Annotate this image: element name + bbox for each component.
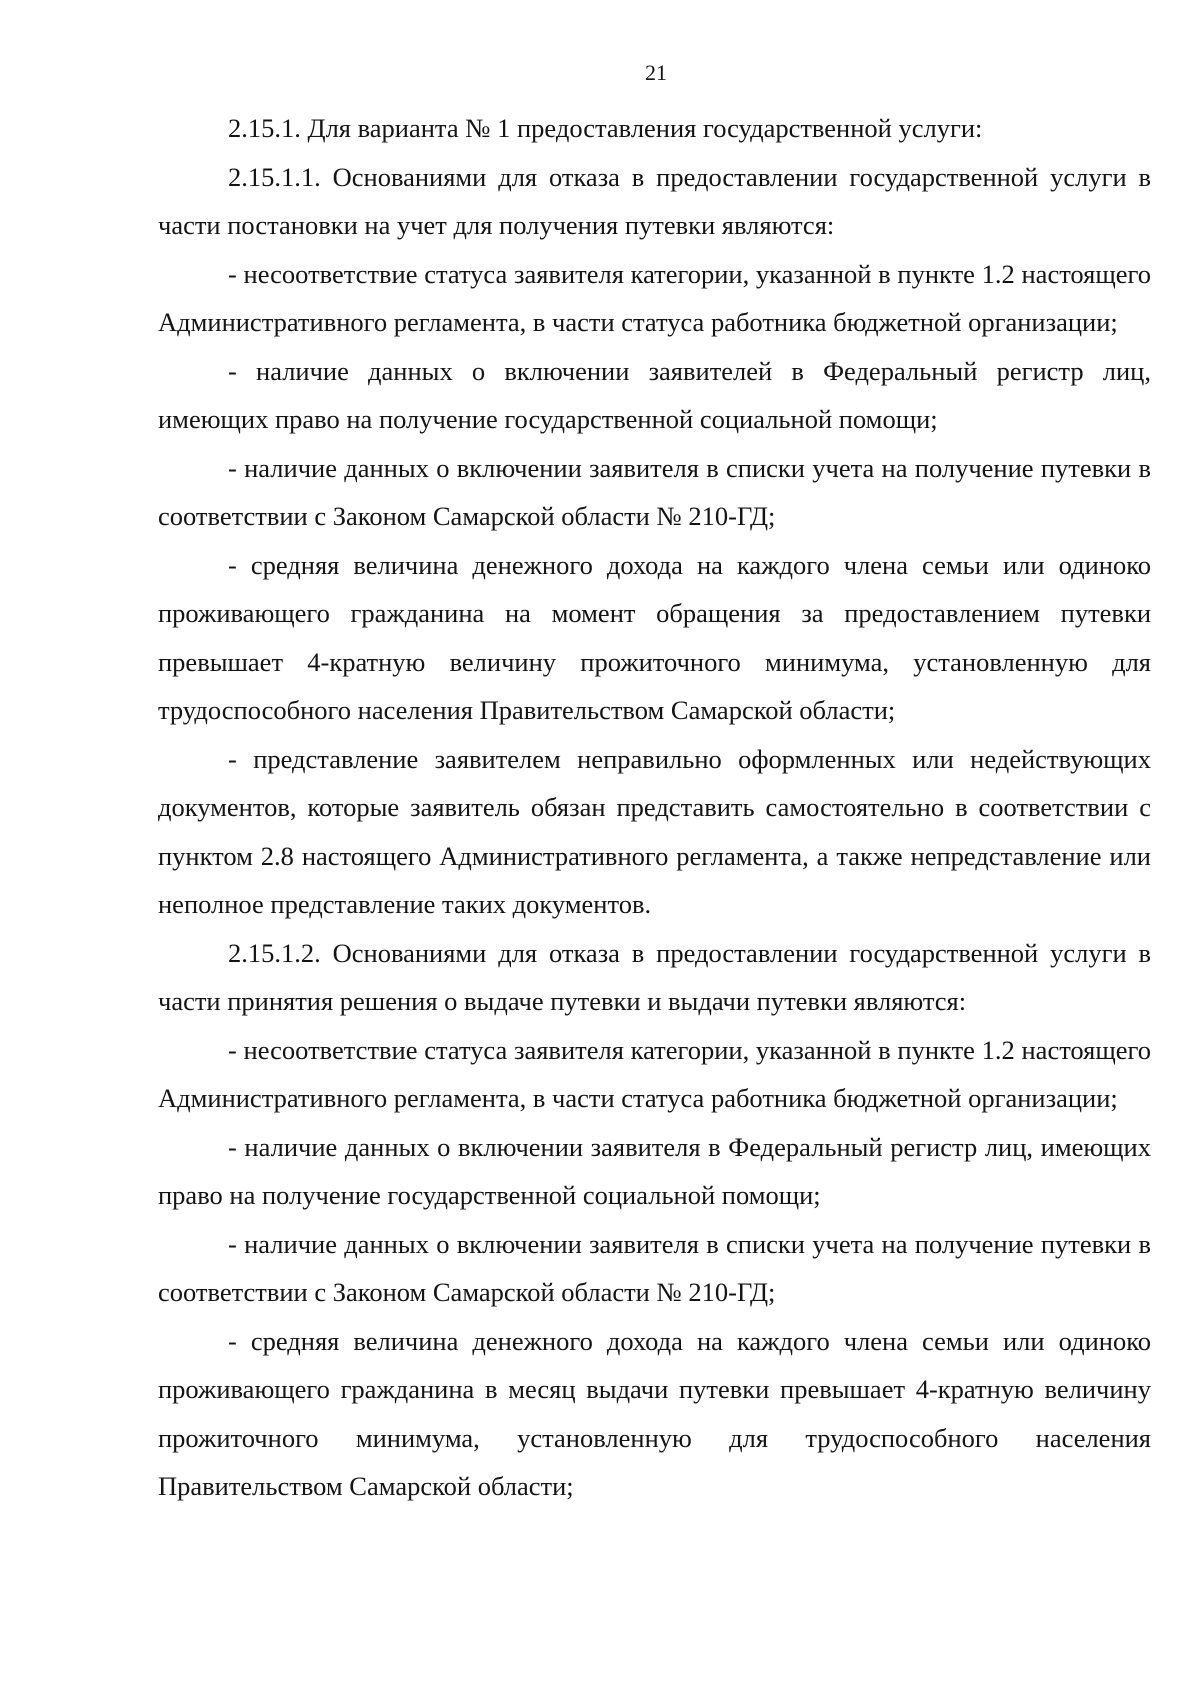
list-item-invalid-documents: - представление заявителем неправильно оформленных или недействующих документов, которые заявитель обязан представить самостоятельно в соответствии с пунктом 2.8 настоящего Административного регламента, а также непредставление или неполное представление таких документов. [158, 743, 1151, 919]
document-body [158, 104, 1151, 1511]
list-item-income-excess: - средняя величина денежного дохода на каждого члена семьи или одиноко проживающего гражданина на момент обращения за предоставлением путевки превышает 4-кратную величину прожиточного минимума, установленную для трудоспособного населения Правительством Самарской области; [158, 549, 1151, 725]
list-item-registration-lists: - наличие данных о включении заявителя в списки учета на получение путевки в соответствии с Законом Самарской области № 210-ГД; [158, 452, 1151, 531]
list-item-status-mismatch: - несоответствие статуса заявителя категории, указанной в пункте 1.2 настоящего Административного регламента, в части статуса работника бюджетной организации; [158, 258, 1151, 337]
paragraph-clause-2-15-1-1: 2.15.1.1. Основаниями для отказа в предоставлении государственной услуги в части постановки на учет для получения путевки являются: [158, 161, 1151, 240]
list-item-federal-register: - наличие данных о включении заявителей в Федеральный регистр лиц, имеющих право на получение государственной социальной помощи; [158, 355, 1151, 434]
list-item-status-mismatch-2: - несоответствие статуса заявителя категории, указанной в пункте 1.2 настоящего Административного регламента, в части статуса работника бюджетной организации; [158, 1034, 1151, 1113]
list-item-income-excess-2: - средняя величина денежного дохода на каждого члена семьи или одиноко проживающего гражданина в месяц выдачи путевки превышает 4-кратную величину прожиточного минимума, установленную для трудоспособного населения Правительством Самарской области; [158, 1325, 1151, 1501]
list-item-federal-register-2: - наличие данных о включении заявителя в Федеральный регистр лиц, имеющих право на получение государственной социальной помощи; [158, 1131, 1151, 1210]
list-item-registration-lists-2: - наличие данных о включении заявителя в списки учета на получение путевки в соответствии с Законом Самарской области № 210-ГД; [158, 1228, 1151, 1307]
paragraph-variant-heading: 2.15.1. Для варианта № 1 предоставления государственной услуги: [228, 113, 983, 143]
page-number: 21 [645, 60, 667, 85]
paragraph-clause-2-15-1-2: 2.15.1.2. Основаниями для отказа в предоставлении государственной услуги в части принятия решения о выдаче путевки и выдачи путевки являются: [158, 937, 1151, 1016]
